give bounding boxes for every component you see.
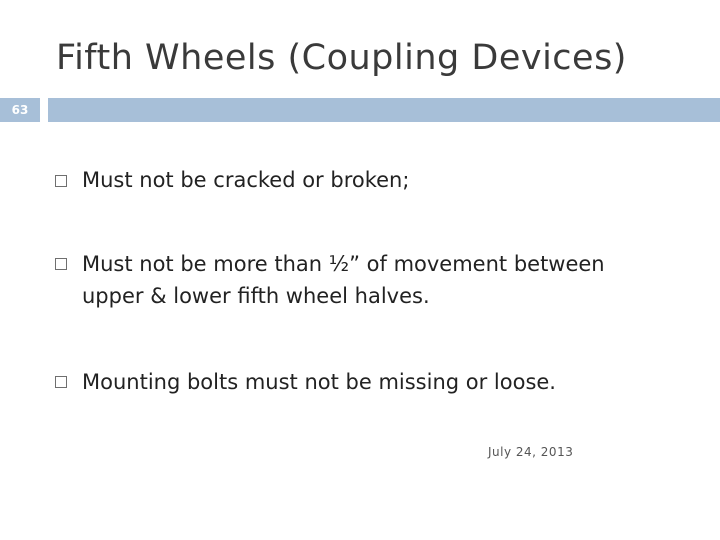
footer-date: July 24, 2013 <box>488 445 574 459</box>
bullet-item-text: Must not be cracked or broken; <box>82 168 410 192</box>
bullet-item-text: Mounting bolts must not be missing or loose. <box>82 370 556 394</box>
slide-number: 63 <box>11 103 29 117</box>
bullet-icon <box>55 175 67 187</box>
bullet-item-text: Must not be more than ½” of movement between upper & lower fifth wheel halves. <box>82 252 605 308</box>
slide-number-badge <box>0 98 40 122</box>
slide-title: Fifth Wheels (Coupling Devices) <box>56 38 627 78</box>
bullet-icon <box>55 258 67 270</box>
header-bar <box>48 98 720 122</box>
bullet-icon <box>55 376 67 388</box>
